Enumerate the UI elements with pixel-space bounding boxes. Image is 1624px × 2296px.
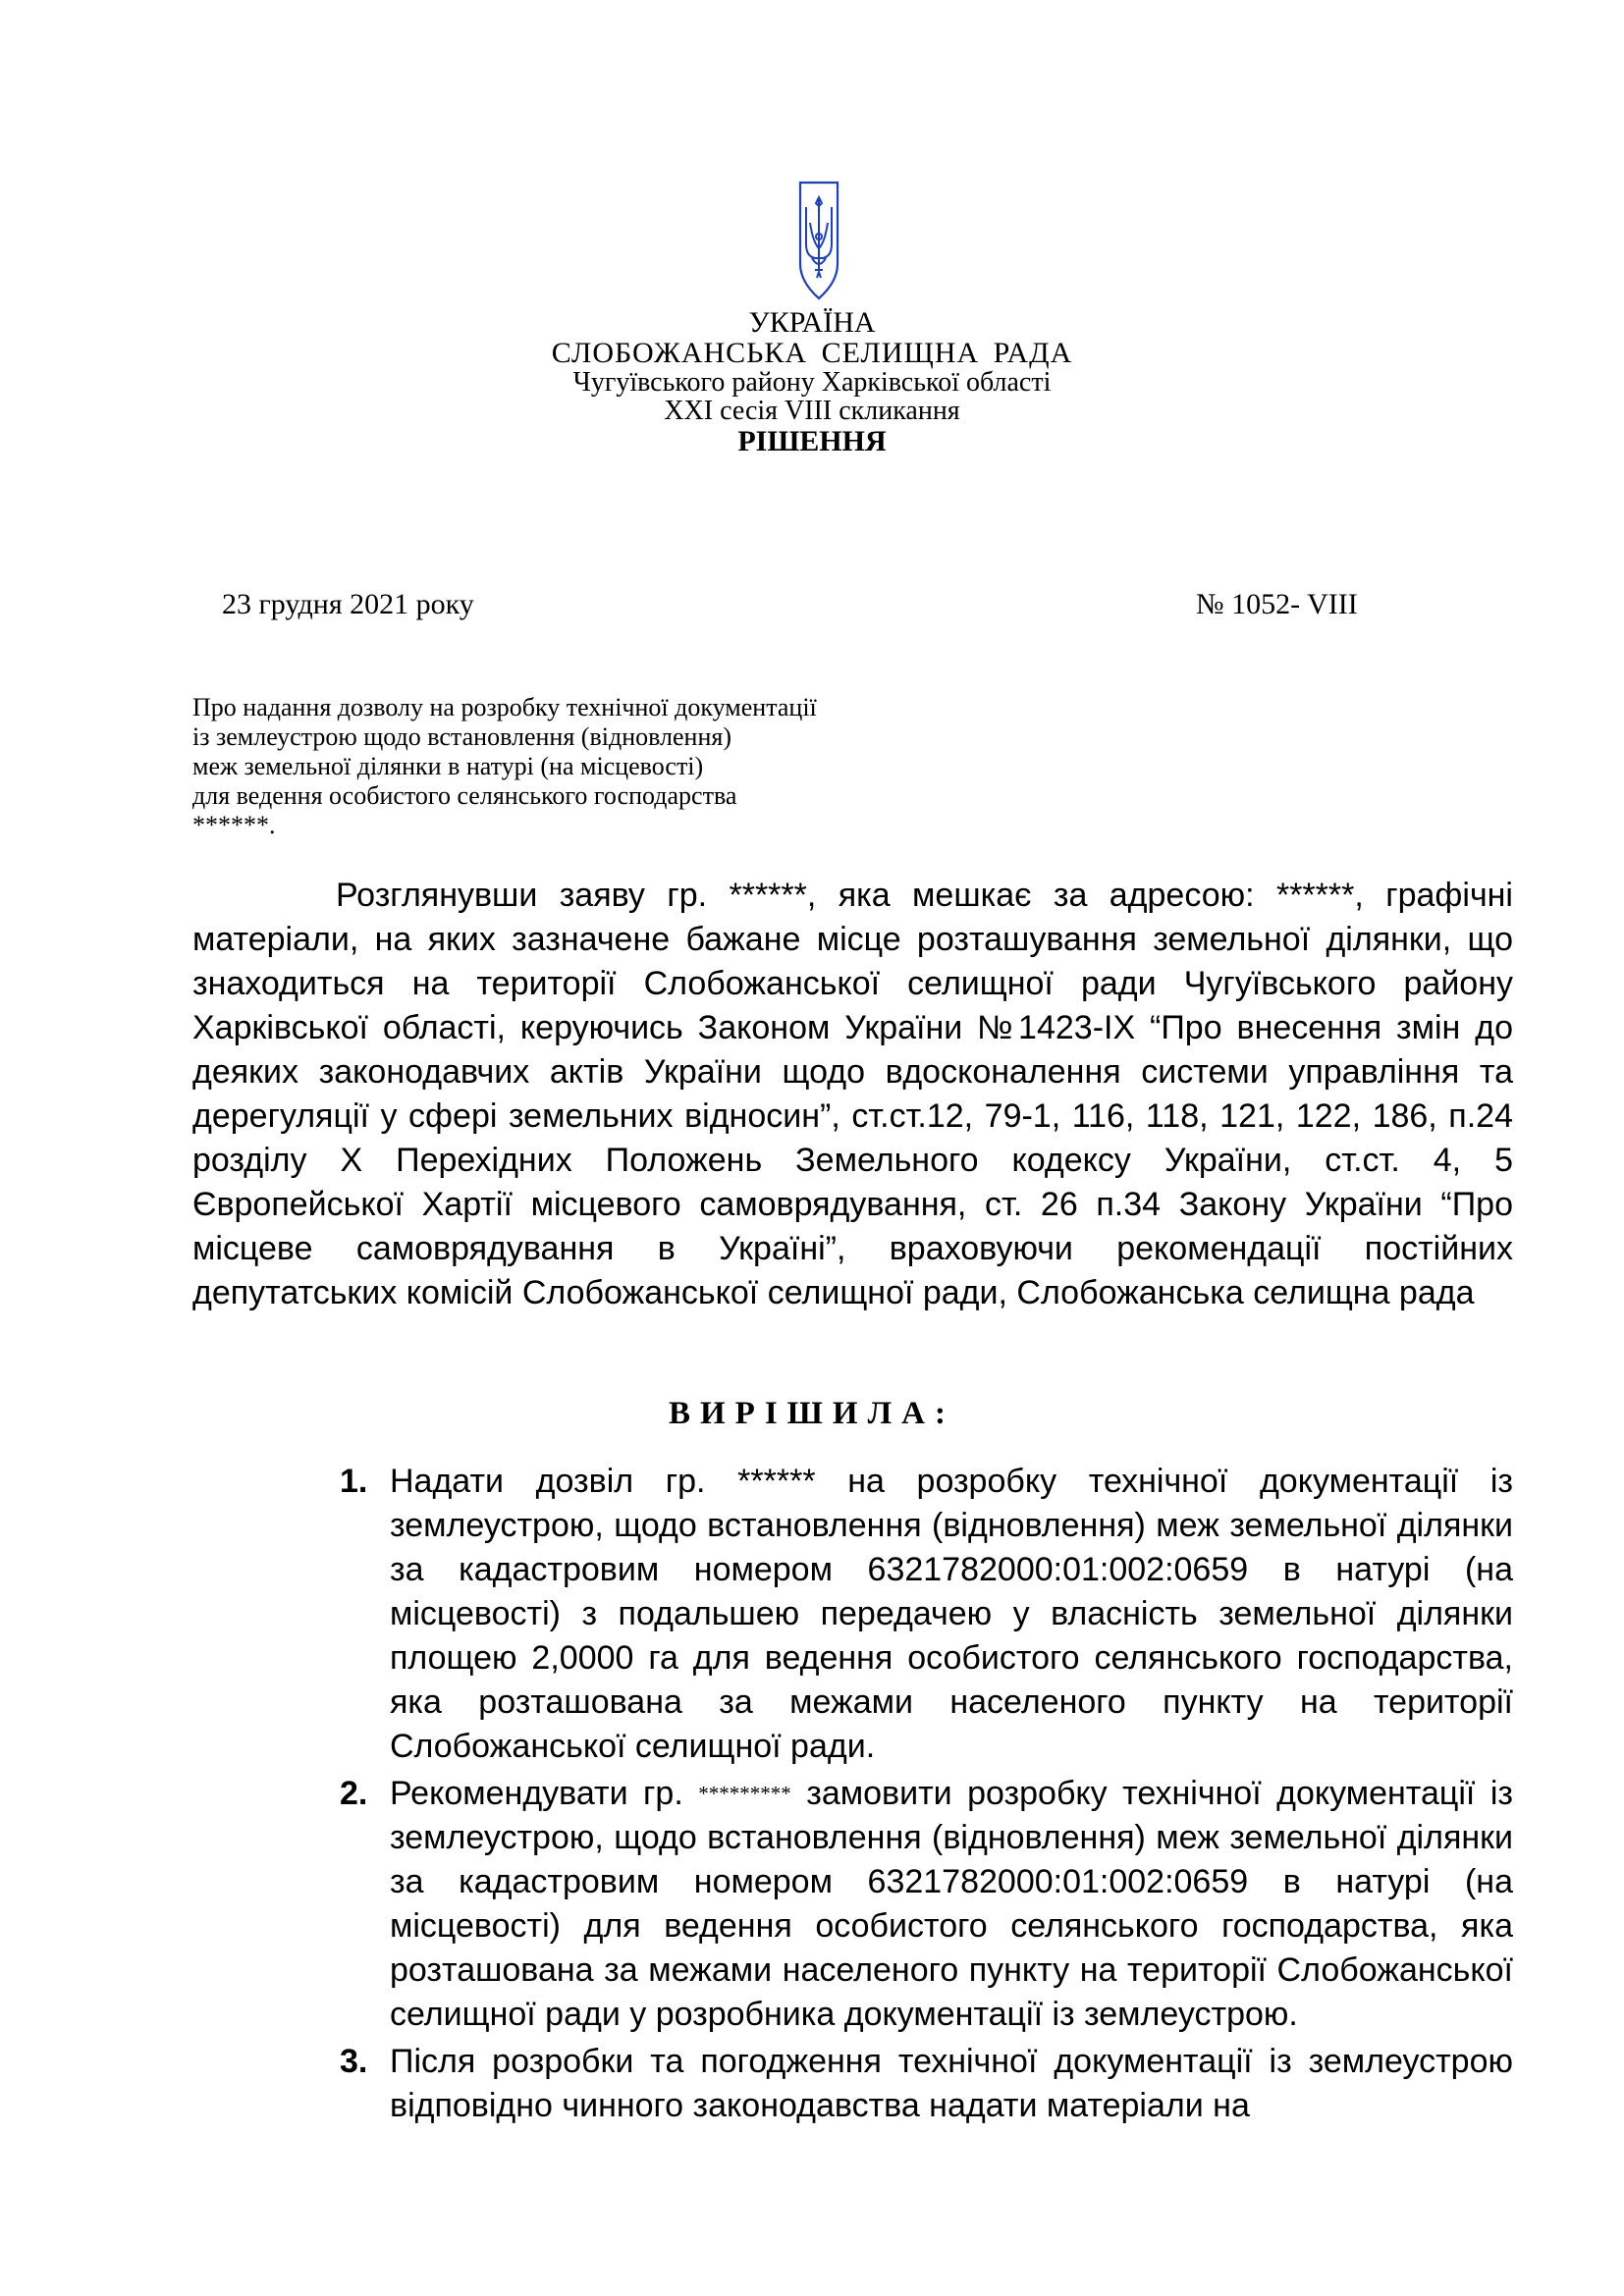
item-text: Після розробки та погодження технічної документації із землеустрою відповідно чинного законодавства надати матеріали на xyxy=(390,2043,1513,2124)
preamble-paragraph: Розглянувши заяву гр. ******, яка мешкає за адресою: ******, графічні матеріали, на яких зазначене бажане місце розташування земельної ділянки, що знаходиться на території Слобожанської селищної ради Чугуївського району Харківської області, керуючись Законом України №1423-IX “Про внесення змін до деяких законодавчих актів України щодо вдосконалення системи управління та дерегуляції у сфері земельних відносин”, ст.ст.12, 79-1, 116, 118, 121, 122, 186, п.24 розділу X Перехідних Положень Земельного кодексу України, ст.ст. 4, 5 Європейської Хартії місцевого самоврядування, ст. 26 п.34 Закону України “Про місцеве самоврядування в Україні”, враховуючи рекомендації постійних депутатських комісій Слобожанської селищної ради, Слобожанська селищна рада xyxy=(192,877,1513,1311)
document-header xyxy=(0,307,1624,458)
subject-line: ******. xyxy=(192,811,276,839)
decision-subject xyxy=(192,693,998,840)
subject-line: із землеустрою щодо встановлення (відновлення) xyxy=(192,722,731,751)
subject-line: меж земельної ділянки в натурі (на місцевості) xyxy=(192,752,704,780)
subject-line: Про надання дозволу на розробку технічної документації xyxy=(192,693,817,721)
decision-item xyxy=(334,1772,1513,2037)
decision-items xyxy=(334,1460,1513,2131)
item-text-start: Рекомендувати гр. xyxy=(390,1775,683,1812)
decided-heading: ВИРІШИЛА: xyxy=(669,1396,955,1431)
council-name: СЛОБОЖАНСЬКА СЕЛИЩНА РАДА xyxy=(551,337,1073,369)
redacted-name: ********* xyxy=(698,1782,791,1805)
session-info: XXI сесія VIII скликання xyxy=(664,396,960,426)
item-number: 2. xyxy=(340,1775,368,1812)
item-text: Надати дозвіл гр. ****** на розробку технічної документації із землеустрою, щодо встановлення (відновлення) меж земельної ділянки за кадастровим номером 6321782000:01:002:0659 в натурі (на місцевості) з подальшею передачею у власність земельної ділянки площею 2,0000 га для ведення особистого селянського господарства, яка розташована за межами населеного пункту на території Слобожанської селищної ради. xyxy=(390,1463,1513,1765)
document-type-title: РІШЕННЯ xyxy=(737,425,887,457)
decision-date: 23 грудня 2021 року xyxy=(222,588,474,620)
district-name: Чугуївського району Харківської області xyxy=(572,367,1052,398)
decision-item xyxy=(334,2040,1513,2128)
item-number: 1. xyxy=(340,1463,368,1500)
country-name: УКРАЇНА xyxy=(748,306,876,339)
decision-number: № 1052- VIII xyxy=(1196,588,1358,620)
subject-line: для ведення особистого селянського господарства xyxy=(192,781,737,810)
coat-of-arms-icon xyxy=(797,180,840,301)
decision-item xyxy=(334,1460,1513,1769)
item-number: 3. xyxy=(340,2043,368,2080)
item-text-end: замовити розробку технічної документації із землеустрою, щодо встановлення (відновлення) меж земельної ділянки за кадастровим номером 6321782000:01:002:0659 в натурі (на місцевості) для ведення особистого селянського господарства, яка розташована за межами населеного пункту на території Слобожанської селищної ради у розробника документації із землеустрою. xyxy=(390,1775,1513,2033)
